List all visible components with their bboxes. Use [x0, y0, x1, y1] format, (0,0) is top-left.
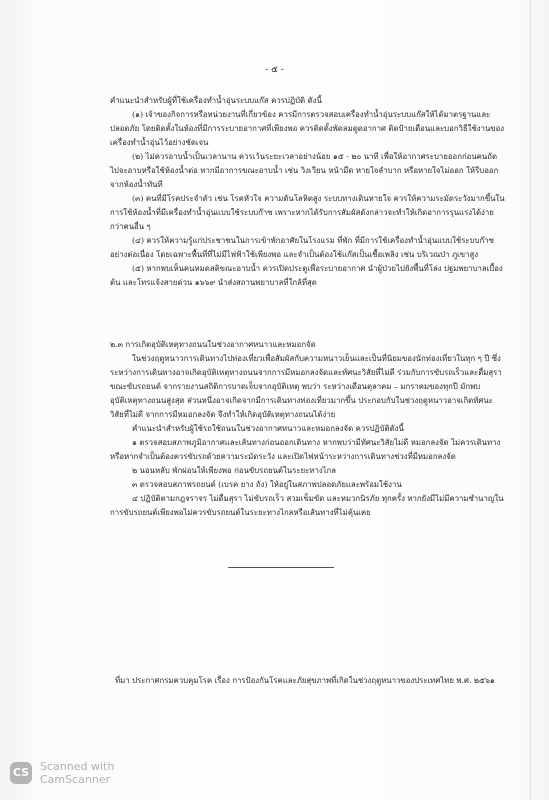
- camscanner-watermark: [10, 762, 150, 792]
- source-note: ที่มา ประกาศกรมควบคุมโรค เรื่อง การป้องกันโรคและภัยสุขภาพที่เกิดในช่วงฤดูหนาวของประเทศไทย พ.ศ. ๒๕๖๑: [115, 676, 495, 685]
- section-gas-heater: [110, 94, 505, 290]
- camscanner-line-1: Scanned with: [40, 760, 115, 773]
- section-divider: [228, 567, 334, 568]
- gas-heater-item-1: (๑) เจ้าของกิจการหรือหน่วยงานที่เกี่ยวข้อง ควรมีการตรวจสอบเครื่องทำน้ำอุ่นระบบแก๊สให้ได้มาตรฐานและปลอดภัย โดยติดตั้งในห้องที่มีการระบายอากาศที่เพียงพอ ควรติดตั้งพัดลมดูดอากาศ ติดป้ายเตือนและบอกวิธีใช้งานของเครื่องทำน้ำอุ่นไว้อย่างชัดเจน: [110, 110, 505, 147]
- camscanner-text: [40, 760, 114, 786]
- camscanner-logo-icon: CS: [10, 762, 32, 784]
- road-accident-intro: คำแนะนำสำหรับผู้ใช้รถใช้ถนนในช่วงอากาศหนาวและหมอกลงจัด ควรปฏิบัติดังนี้: [132, 424, 404, 433]
- gas-heater-item-3: (๓) คนที่มีโรคประจำตัว เช่น โรคหัวใจ ความดันโลหิตสูง ระบบทางเดินหายใจ ควรให้ความระมัดระวังมากขึ้นในการใช้ห้องน้ำที่มีเครื่องทำน้ำอุ่นแบบใช้ระบบก๊าซ เพราะหากได้รับการสัมผัสดังกล่าวจะทำให้เกิดอาการรุนแรงได้ง่ายกว่าคนอื่น ๆ: [110, 194, 505, 231]
- road-accident-item-2: ๒ นอนหลับ พักผ่อนให้เพียงพอ ก่อนขับรถยนต์ในระยะทางไกล: [132, 466, 337, 475]
- road-accident-item-3: ๓ ตรวจสอบสภาพรถยนต์ (เบรค ยาง ถัง) ให้อยู่ในสภาพปลอดภัยและพร้อมใช้งาน: [132, 480, 402, 489]
- page-number: - ๕ -: [265, 65, 284, 75]
- road-accident-heading: ๒.๓ การเกิดอุบัติเหตุทางถนนในช่วงอากาศหนาวและหมอกจัด: [110, 340, 316, 349]
- gas-heater-item-5: (๕) หากพบเห็นคนหมดสติขณะอาบน้ำ ควรเปิดประตูเพื่อระบายอากาศ นำผู้ป่วยไปยังพื้นที่โล่ง ปฐมพยาบาลเบื้องต้น และโทรแจ้งสายด่วน ๑๖๖๙ นำส่งสถานพยาบาลที่ใกล้ที่สุด: [110, 264, 503, 287]
- road-accident-item-4: ๔ ปฏิบัติตามกฎจราจร ไม่ดื่มสุรา ไม่ขับรถเร็ว สวมเข็มขัด และหมวกนิรภัย ทุกครั้ง หากยังมีไม่มีความชำนาญในการขับรถยนต์เพียงพอไม่ควรขับรถยนต์ในระยะทางไกลหรือเส้นทางที่ไม่คุ้นเคย: [110, 494, 504, 517]
- page-edge-shadow: [530, 0, 531, 800]
- camscanner-line-2: CamScanner: [40, 773, 111, 786]
- gas-heater-item-4: (๔) ควรให้ความรู้แก่ประชาชนในการเข้าพักอาศัยในโรงแรม ที่พัก ที่มีการใช้เครื่องทำน้ำอุ่นแบบใช้ระบบก๊าซ อย่างต่อเนื่อง โดยเฉพาะพื้นที่ที่ไม่มีไฟฟ้าใช้เพียงพอ และจำเป็นต้องใช้แก๊สเป็นเชื้อเพลิง เช่น บริเวณป่า ภูเขาสูง: [110, 236, 494, 259]
- section-road-accidents: [110, 338, 505, 520]
- road-accident-item-1: ๑ ตรวจสอบสภาพภูมิอากาศและเส้นทางก่อนออกเดินทาง หากพบว่ามีทัศนะวิสัยไม่ดี หมอกลงจัด ไม่ควรเดินทาง หรือหากจำเป็นต้องควรขับรถด้วยความระมัดระวัง และเปิดไฟหน้าระหว่างการเดินทางช่วงที่มีหมอกลงจัด: [110, 438, 501, 461]
- gas-heater-intro: คำแนะนำสำหรับผู้ที่ใช้เครื่องทำน้ำอุ่นระบบแก๊ส ควรปฏิบัติ ดังนี้: [110, 96, 322, 105]
- road-accident-body: ในช่วงฤดูหนาวการเดินทางไปท่องเที่ยวเพื่อสัมผัสกับความหนาวเย็นและเป็นที่นิยมของนักท่องเที่ยวในทุก ๆ ปี ซึ่งระหว่างการเดินทางอาจเกิดอุบัติเหตุทางถนนจากการมีหมอกลงจัดและทัศนะวิสัยที่ไม่ดี ร่วมกับการขับรถเร็วและดื่มสุราขณะขับรถยนต์ จากรายงานสถิติการบาดเจ็บจากอุบัติเหตุ พบว่า ระหว่างเดือนตุลาคม – มกราคมของทุกปี มักพบอุบัติเหตุทางถนนสูงสุด ส่วนหนึ่งอาจเกิดจากมีการเดินทางท่องเที่ยวมากขึ้น ประกอบกับในช่วงฤดูหนาวอาจเกิดทัศนะวิสัยที่ไม่ดี จากการมีหมอกลงจัด จึงทำให้เกิดอุบัติเหตุทางถนนได้ง่าย: [110, 354, 502, 419]
- gas-heater-item-2: (๒) ไม่ควรอาบน้ำเป็นเวลานาน ควรเว้นระยะเวลาอย่างน้อย ๑๕ - ๒๐ นาที เพื่อให้อากาศระบายออกก่อนคนถัดไปจะอาบหรือใช้ห้องน้ำต่อ หากมีอาการขณะอาบน้ำ เช่น วิงเวียน หน้ามืด หายใจลำบาก หรือหายใจไม่ออก ให้รีบออกจากห้องน้ำทันที: [110, 152, 499, 189]
